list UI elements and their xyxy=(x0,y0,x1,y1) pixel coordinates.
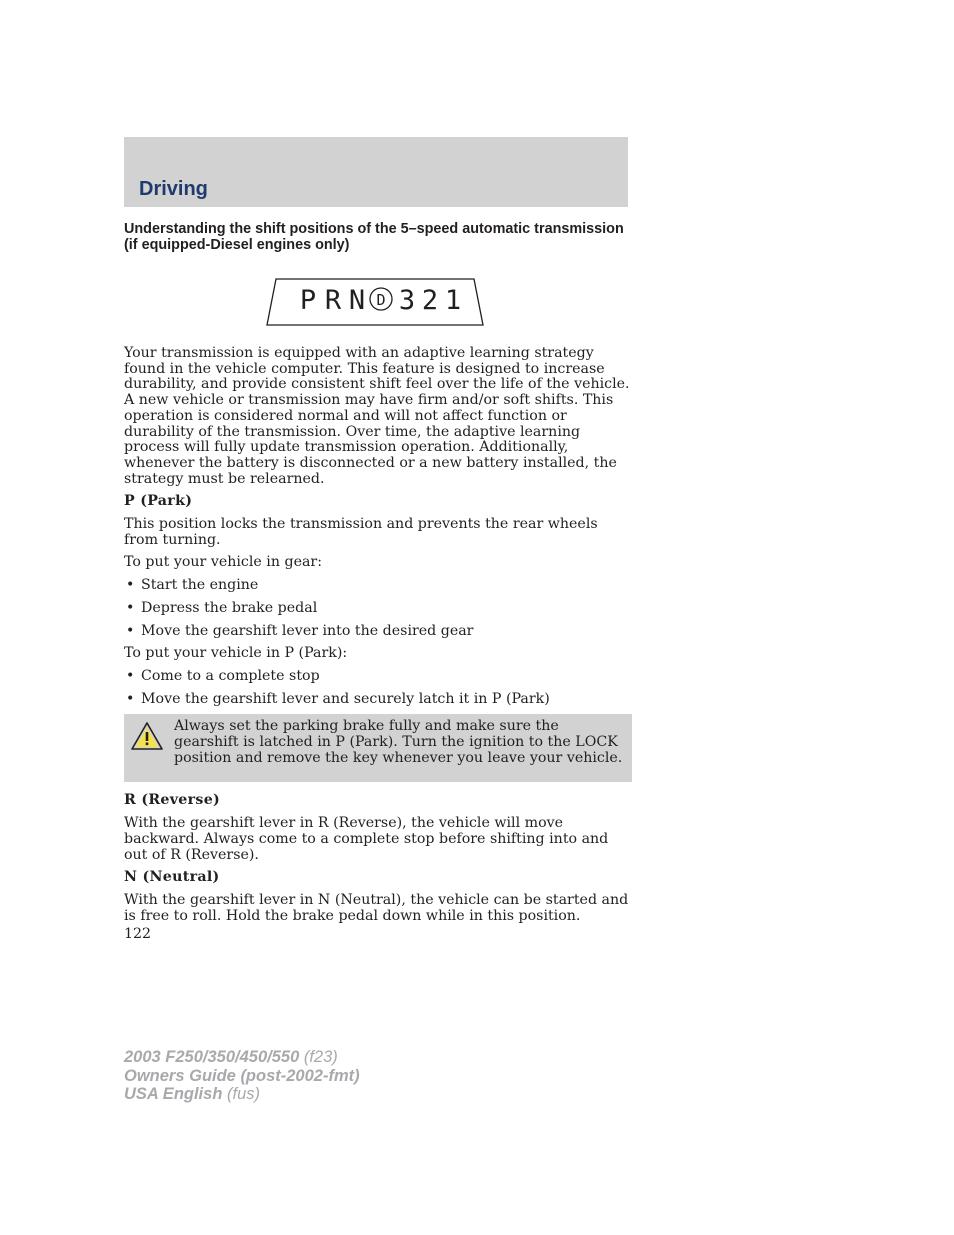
neutral-description: With the gearshift lever in N (Neutral), the vehicle can be started and is free to roll. Hold the brake pedal down while in this position. xyxy=(124,891,629,924)
footer-model-code: (f23) xyxy=(303,1048,338,1066)
warning-triangle-icon xyxy=(130,721,164,751)
list-item: • Come to a complete stop xyxy=(124,669,630,685)
gear-steps-list xyxy=(124,578,630,639)
list-item: • Move the gearshift lever into the desired gear xyxy=(124,624,630,640)
footer-line-1 xyxy=(124,1048,360,1067)
gear-steps-intro: To put your vehicle in gear: xyxy=(124,554,322,571)
gear-1: 1 xyxy=(444,285,462,316)
warning-box xyxy=(124,714,632,782)
section-title: Driving xyxy=(139,178,208,200)
document-footer xyxy=(124,1048,360,1104)
intro-paragraph: Your transmission is equipped with an adaptive learning strategy found in the vehicle computer. This feature is designed to increase durability, and provide consistent shift feel over the life of the vehicle. A new vehicle or transmission may have firm and/or soft shifts. This operation is considered normal and will not affect function or durability of the transmission. Over time, the adaptive learning process will fully update transmission operation. Additionally, whenever the battery is disconnected or a new battery installed, the strategy must be relearned. xyxy=(124,345,630,487)
footer-language-code: (fus) xyxy=(227,1085,260,1103)
reverse-description: With the gearshift lever in R (Reverse), the vehicle will move backward. Always come to a complete stop before shifting into and out of R (Reverse). xyxy=(124,815,609,863)
warning-text: Always set the parking brake fully and make sure the gearshift is latched in P (Park). Turn the ignition to the LOCK position and remove the key whenever you leave your vehicle. xyxy=(174,718,623,766)
footer-language: USA English xyxy=(124,1085,223,1103)
list-item: • Move the gearshift lever and securely latch it in P (Park) xyxy=(124,692,630,708)
page-number: 122 xyxy=(124,926,152,942)
park-description: This position locks the transmission and prevents the rear wheels from turning. xyxy=(124,516,598,548)
gear-2: 2 xyxy=(421,285,439,316)
gear-n: N xyxy=(348,285,366,316)
neutral-heading: N (Neutral) xyxy=(124,869,220,886)
park-steps-list xyxy=(124,669,630,707)
park-heading: P (Park) xyxy=(124,493,193,510)
list-item: • Depress the brake pedal xyxy=(124,601,630,617)
list-item: • Start the engine xyxy=(124,578,630,594)
gear-p: P xyxy=(299,285,317,316)
footer-model: 2003 F250/350/450/550 xyxy=(124,1048,300,1066)
gear-position-indicator xyxy=(266,277,486,327)
reverse-heading: R (Reverse) xyxy=(124,792,221,809)
footer-guide: Owners Guide (post-2002-fmt) xyxy=(124,1066,360,1085)
footer-line-3 xyxy=(124,1085,360,1104)
gear-r: R xyxy=(324,285,342,316)
gear-d: D xyxy=(376,291,386,309)
page-heading: Understanding the shift positions of the 5–speed automatic transmission (if equipped-Diesel engines only) xyxy=(124,221,624,253)
park-steps-intro: To put your vehicle in P (Park): xyxy=(124,645,348,662)
gear-3: 3 xyxy=(398,285,416,316)
body-content xyxy=(124,346,630,931)
